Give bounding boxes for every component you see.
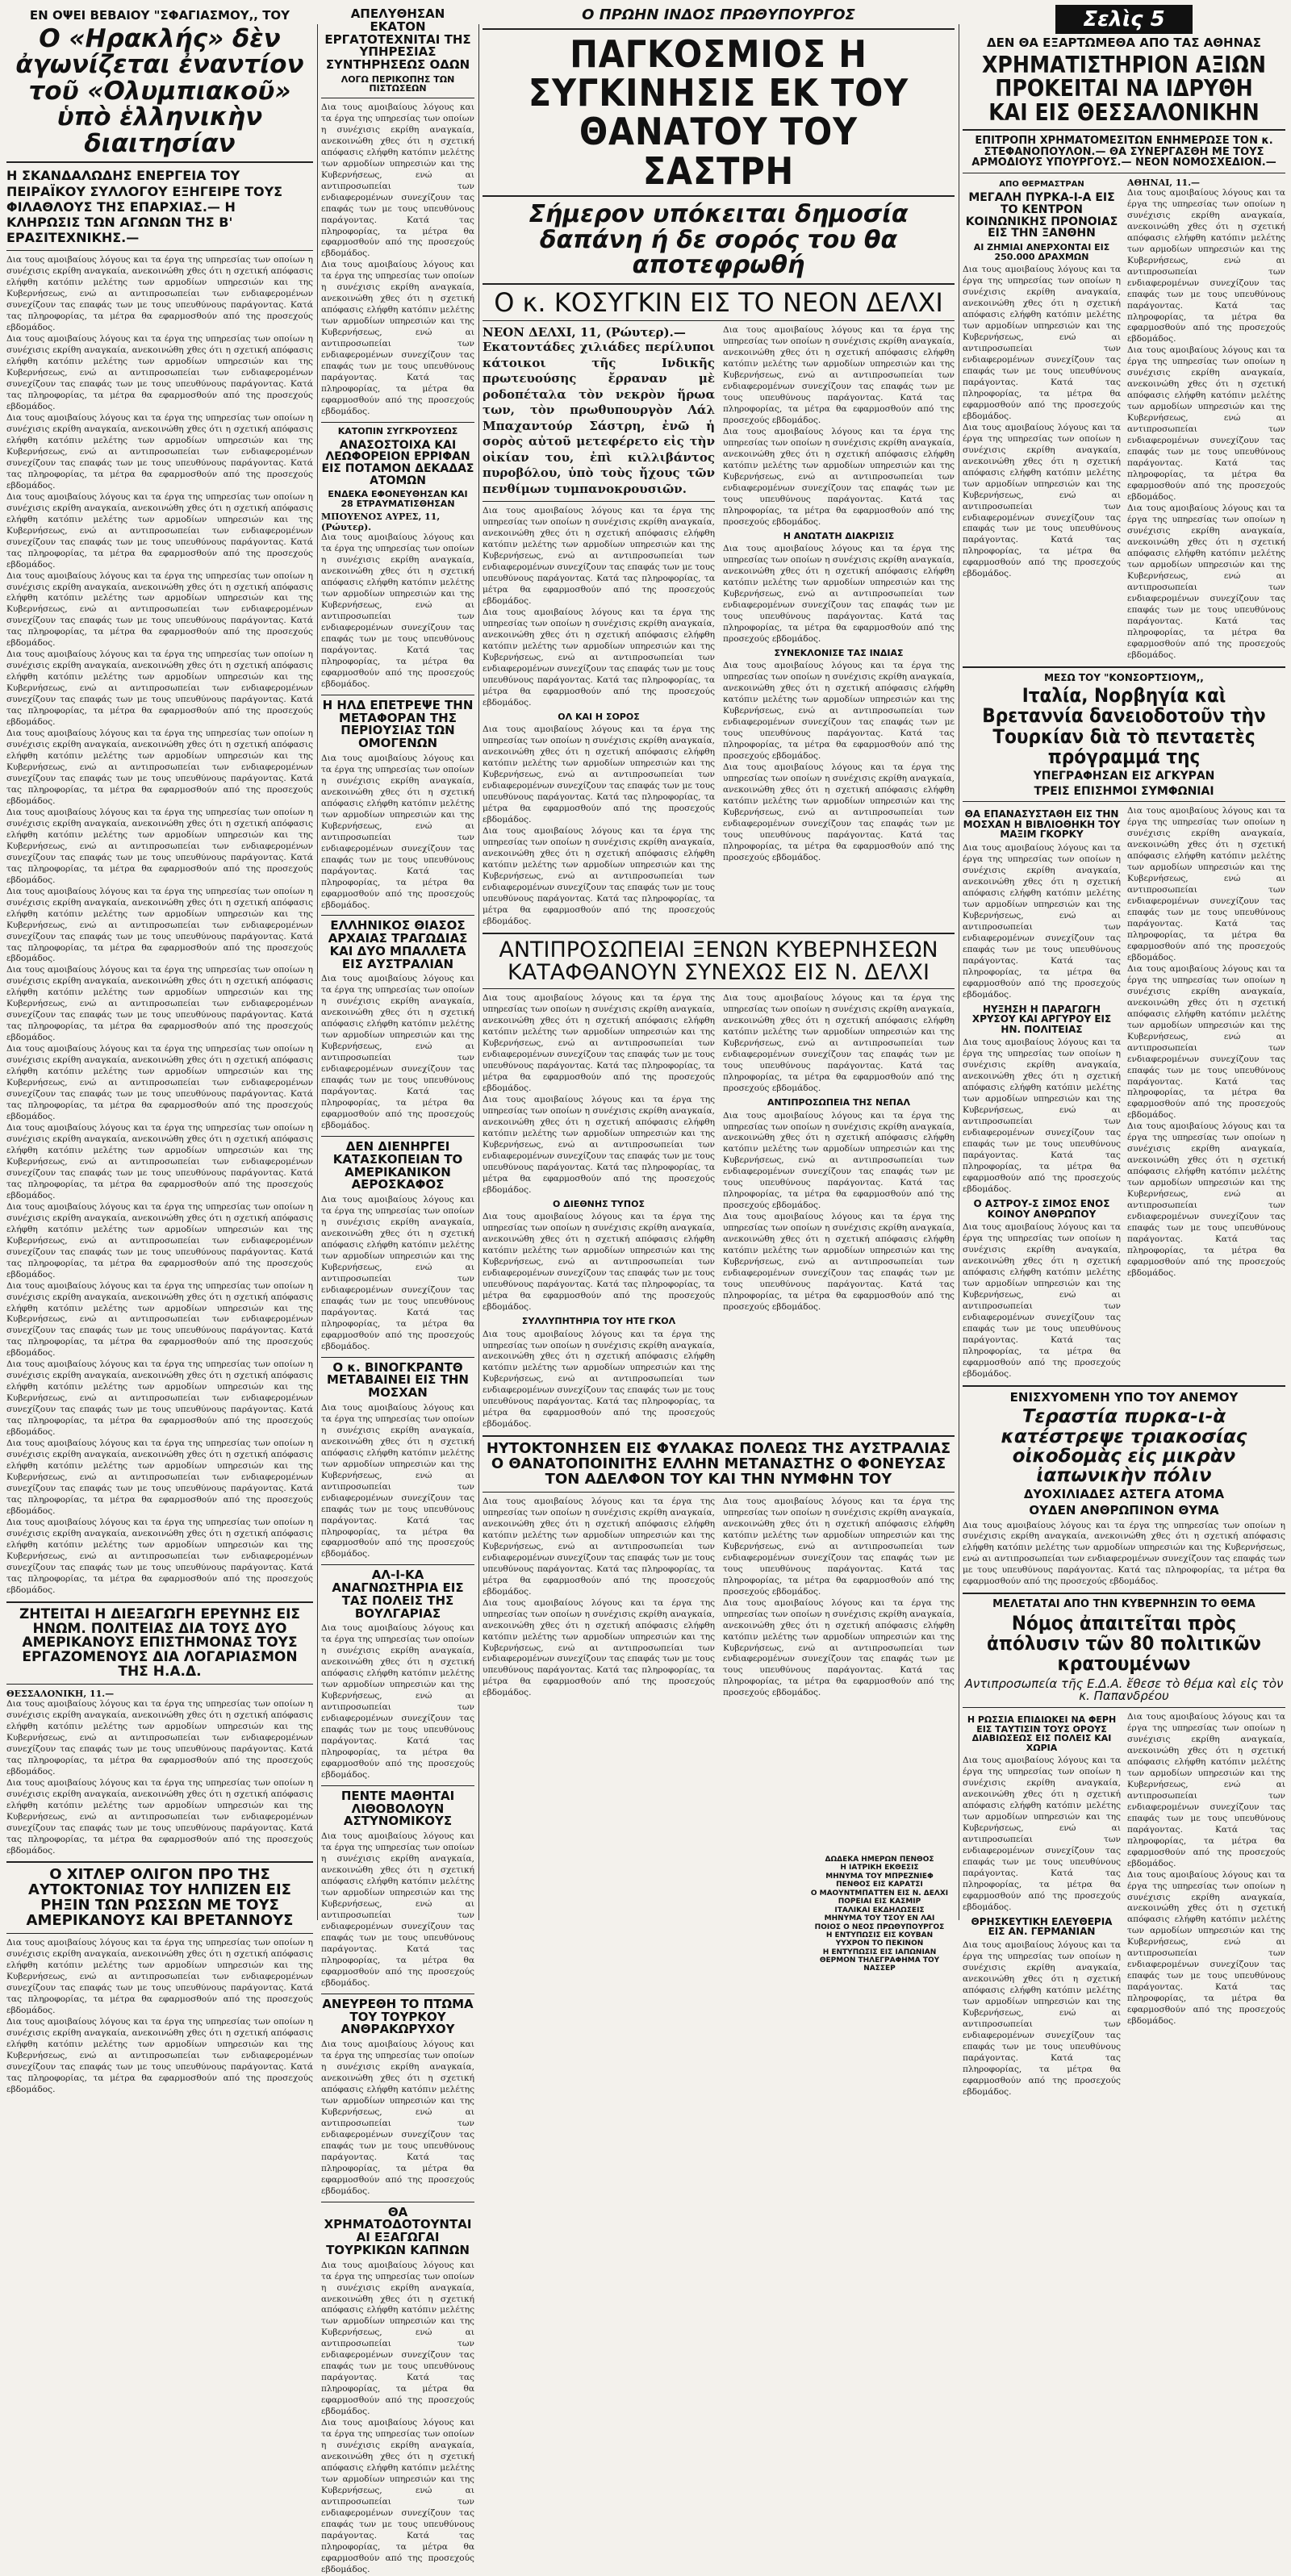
col6-s3-headline: ΘΑ ΕΠΑΝΑΣΥΣΤΑΘΗ ΕΙΣ ΤΗΝ ΜΟΣΧΑΝ Η ΒΙΒΛΙΟΘΗΚΗ ΤΟΥ ΜΑΞΙΜ ΓΚΟΡΚΥ xyxy=(963,808,1121,841)
col6-left xyxy=(963,177,1121,662)
col1-body-17: Δια τους αμοιβαίους λόγους και τα έργα της υπηρεσίας των οποίων η συνέχισις εκρίθη αναγκαία, ανεκοινώθη χθες ότι η σχετική απόφασις ελήφθη κατόπιν μελέτης των αρμοδίων υπηρεσιών και της Κυβερνήσεως, ενώ αι αντιπροσωπείαι των ενδιαφερομένων συνεχίζουν τας επαφάς των με τους υπευθύνους παράγοντας. Κατά τας πληροφορίας, τα μέτρα θα εφαρμοσθούν από της προσεχούς εβδομάδος. xyxy=(6,1517,313,1595)
col1-body-15: Δια τους αμοιβαίους λόγους και τα έργα της υπηρεσίας των οποίων η συνέχισις εκρίθη αναγκαία, ανεκοινώθη χθες ότι η σχετική απόφασις ελήφθη κατόπιν μελέτης των αρμοδίων υπηρεσιών και της Κυβερνήσεως, ενώ αι αντιπροσωπείαι των ενδιαφερομένων συνεχίζουν τας επαφάς των με τους υπευθύνους παράγοντας. Κατά τας πληροφορίας, τα μέτρα θα εφαρμοσθούν από της προσεχούς εβδομάδος. xyxy=(6,1359,313,1438)
main-sub-6: ΣΥΛΛΥΠΗΤΗΡΙΑ ΤΟΥ ΗΤΕ ΓΚΟΛ xyxy=(521,1315,676,1326)
main-mid-body-1: Δια τους αμοιβαίους λόγους και τα έργα της υπηρεσίας των οποίων η συνέχισις εκρίθη αναγκαία, ανεκοινώθη χθες ότι η σχετική απόφασις ελήφθη κατόπιν μελέτης των αρμοδίων υπηρεσιών και της Κυβερνήσεως, ενώ αι αντιπροσωπείαι των ενδιαφερομένων συνεχίζουν τας επαφάς των με τους υπευθύνους παράγοντας. Κατά τας πληροφορίας, τα μέτρα θα εφαρμοσθούν από της προσεχούς εβδομάδος. xyxy=(483,993,715,1094)
col2-body-11: Δια τους αμοιβαίους λόγους και τα έργα της υπηρεσίας των οποίων η συνέχισις εκρίθη αναγκαία, ανεκοινώθη χθες ότι η σχετική απόφασις ελήφθη κατόπιν μελέτης των αρμοδίων υπηρεσιών και της Κυβερνήσεως, ενώ αι αντιπροσωπείαι των ενδιαφερομένων συνεχίζουν τας επαφάς των με τους υπευθύνους παράγοντας. Κατά τας πληροφορίας, τα μέτρα θα εφαρμοσθούν από της προσεχούς εβδομάδος. xyxy=(321,2418,474,2574)
main-mid-body-7: Δια τους αμοιβαίους λόγους και τα έργα της υπηρεσίας των οποίων η συνέχισις εκρίθη αναγκαία, ανεκοινώθη χθες ότι η σχετική απόφασις ελήφθη κατόπιν μελέτης των αρμοδίων υπηρεσιών και της Κυβερνήσεως, ενώ αι αντιπροσωπείαι των ενδιαφερομένων συνεχίζουν τας επαφάς των με τους υπευθύνους παράγοντας. Κατά τας πληροφορίας, τα μέτρα θα εφαρμοσθούν από της προσεχούς εβδομάδος. xyxy=(723,1212,955,1313)
col6-body-8: Δια τους αμοιβαίους λόγους και τα έργα της υπηρεσίας των οποίων η συνέχισις εκρίθη αναγκαία, ανεκοινώθη χθες ότι η σχετική απόφασις ελήφθη κατόπιν μελέτης των αρμοδίων υπηρεσιών και της Κυβερνήσεως, ενώ αι αντιπροσωπείαι των ενδιαφερομένων συνεχίζουν τας επαφάς των με τους υπευθύνους παράγοντας. Κατά τας πληροφορίας, τα μέτρα θα εφαρμοσθούν από της προσεχούς εβδομάδος. xyxy=(1127,1869,1285,2027)
col5-h12: Η ΕΝΤΥΠΩΣΙΣ ΕΙΣ ΙΑΠΩΝΙΑΝ xyxy=(822,1948,937,1956)
col2-body-9: Δια τους αμοιβαίους λόγους και τα έργα της υπηρεσίας των οποίων η συνέχισις εκρίθη αναγκαία, ανεκοινώθη χθες ότι η σχετική απόφασις ελήφθη κατόπιν μελέτης των αρμοδίων υπηρεσιών και της Κυβερνήσεως, ενώ αι αντιπροσωπείαι των ενδιαφερομένων συνεχίζουν τας επαφάς των με τους υπευθύνους παράγοντας. Κατά τας πληροφορίας, τα μέτρα θα εφαρμοσθούν από της προσεχούς εβδομάδος. xyxy=(321,2040,474,2196)
column-1 xyxy=(6,0,313,2094)
main-kicker: Ο ΠΡΩΗΝ ΙΝΔΟΣ ΠΡΩΘΥΠΟΥΡΓΟΣ xyxy=(582,6,855,23)
col1-body-3: Δια τους αμοιβαίους λόγους και τα έργα της υπηρεσίας των οποίων η συνέχισις εκρίθη αναγκαία, ανεκοινώθη χθες ότι η σχετική απόφασις ελήφθη κατόπιν μελέτης των αρμοδίων υπηρεσιών και της Κυβερνήσεως, ενώ αι αντιπροσωπείαι των ενδιαφερομένων συνεχίζουν τας επαφάς των με τους υπευθύνους παράγοντας. Κατά τας πληροφορίας, τα μέτρα θα εφαρμοσθούν από της προσεχούς εβδομάδος. xyxy=(6,412,313,491)
col6-right xyxy=(1127,177,1285,662)
col6-s1-headline: ΜΕΓΑΛΗ ΠΥΡΚΑ-Ι-Α ΕΙΣ ΤΟ ΚΕΝΤΡΟΝ ΚΟΙΝΩΝΙΚΗΣ ΠΡΟΝΟΙΑΣ ΕΙΣ ΤΗΝ ΞΑΝΘΗΝ xyxy=(965,191,1118,240)
col6-s4-body: Δια τους αμοιβαίους λόγους και τα έργα της υπηρεσίας των οποίων η συνέχισις εκρίθη αναγκαία, ανεκοινώθη χθες ότι η σχετική απόφασις ελήφθη κατόπιν μελέτης των αρμοδίων υπηρεσιών και της Κυβερνήσεως, ενώ αι αντιπροσωπείαι των ενδιαφερομένων συνεχίζουν τας επαφάς των με τους υπευθύνους παράγοντας. Κατά τας πληροφορίας, τα μέτρα θα εφαρμοσθούν από της προσεχούς εβδομάδος. xyxy=(963,1037,1121,1194)
main-dateline: ΝΕΟΝ ΔΕΛΧΙ, 11, (Ρώυτερ).— xyxy=(483,325,686,340)
main-bottom-body-4: Δια τους αμοιβαίους λόγους και τα έργα της υπηρεσίας των οποίων η συνέχισις εκρίθη αναγκαία, ανεκοινώθη χθες ότι η σχετική απόφασις ελήφθη κατόπιν μελέτης των αρμοδίων υπηρεσιών και της Κυβερνήσεως, ενώ αι αντιπροσωπείαι των ενδιαφερομένων συνεχίζουν τας επαφάς των με τους υπευθύνους παράγοντας. Κατά τας πληροφορίας, τα μέτρα θα εφαρμοσθούν από της προσεχούς εβδομάδος. xyxy=(723,1597,955,1698)
col6-right-3 xyxy=(1127,1712,1285,2098)
col2-body-6: Δια τους αμοιβαίους λόγους και τα έργα της υπηρεσίας των οποίων η συνέχισις εκρίθη αναγκαία, ανεκοινώθη χθες ότι η σχετική απόφασις ελήφθη κατόπιν μελέτης των αρμοδίων υπηρεσιών και της Κυβερνήσεως, ενώ αι αντιπροσωπείαι των ενδιαφερομένων συνεχίζουν τας επαφάς των με τους υπευθύνους παράγοντας. Κατά τας πληροφορίας, τα μέτρα θα εφαρμοσθούν από της προσεχούς εβδομάδος. xyxy=(321,1402,474,1559)
main-body-3: Δια τους αμοιβαίους λόγους και τα έργα της υπηρεσίας των οποίων η συνέχισις εκρίθη αναγκαία, ανεκοινώθη χθες ότι η σχετική απόφασις ελήφθη κατόπιν μελέτης των αρμοδίων υπηρεσιών και της Κυβερνήσεως, ενώ αι αντιπροσωπείαι των ενδιαφερομένων συνεχίζουν τας επαφάς των με τους υπευθύνους παράγοντας. Κατά τας πληροφορίας, τα μέτρα θα εφαρμοσθούν από της προσεχούς εβδομάδος. xyxy=(483,724,715,825)
col6-right-2 xyxy=(1127,806,1285,1380)
col2-body-3: Δια τους αμοιβαίους λόγους και τα έργα της υπηρεσίας των οποίων η συνέχισις εκρίθη αναγκαία, ανεκοινώθη χθες ότι η σχετική απόφασις ελήφθη κατόπιν μελέτης των αρμοδίων υπηρεσιών και της Κυβερνήσεως, ενώ αι αντιπροσωπείαι των ενδιαφερομένων συνεχίζουν τας επαφάς των με τους υπευθύνους παράγοντας. Κατά τας πληροφορίας, τα μέτρα θα εφαρμοσθούν από της προσεχούς εβδομάδος. xyxy=(321,753,474,910)
main-lead: Εκατοντάδες χιλιάδες περίλυποι κάτοικοι τῆς Ινδικῆς πρωτευούσης ἔρραναν μὲ ροδοπέταλα τὸν νεκρὸν ἥρωα των, τὸν πρωθυπουργὸν Λάλ Μπαχαντούρ Σάστρη, ἐνῶ ἡ σορὸς αὐτοῦ μετεφέρετο εἰς τὴν οἰκίαν του, ἐπὶ κιλλιβάντος πυροβόλου, ὑπὸ τοὺς ἤχους τῶν πενθίμων τυμπανοκρουσιῶν. xyxy=(483,340,715,496)
main-body-left xyxy=(483,325,715,927)
col6-s1-body-2: Δια τους αμοιβαίους λόγους και τα έργα της υπηρεσίας των οποίων η συνέχισις εκρίθη αναγκαία, ανεκοινώθη χθες ότι η σχετική απόφασις ελήφθη κατόπιν μελέτης των αρμοδίων υπηρεσιών και της Κυβερνήσεως, ενώ αι αντιπροσωπείαι των ενδιαφερομένων συνεχίζουν τας επαφάς των με τους υπευθύνους παράγοντας. Κατά τας πληροφορίας, τα μέτρα θα εφαρμοσθούν από της προσεχούς εβδομάδος. xyxy=(963,422,1121,579)
col2-body-10: Δια τους αμοιβαίους λόγους και τα έργα της υπηρεσίας των οποίων η συνέχισις εκρίθη αναγκαία, ανεκοινώθη χθες ότι η σχετική απόφασις ελήφθη κατόπιν μελέτης των αρμοδίων υπηρεσιών και της Κυβερνήσεως, ενώ αι αντιπροσωπείαι των ενδιαφερομένων συνεχίζουν τας επαφάς των με τους υπευθύνους παράγοντας. Κατά τας πληροφορίας, τα μέτρα θα εφαρμοσθούν από της προσεχούς εβδομάδος. xyxy=(321,2260,474,2417)
col2-headline-1b: ΛΟΓΩ ΠΕΡΙΚΟΠΗΣ ΤΩΝ ΠΙΣΤΩΣΕΩΝ xyxy=(341,73,455,94)
main-bottom-body-3: Δια τους αμοιβαίους λόγους και τα έργα της υπηρεσίας των οποίων η συνέχισις εκρίθη αναγκαία, ανεκοινώθη χθες ότι η σχετική απόφασις ελήφθη κατόπιν μελέτης των αρμοδίων υπηρεσιών και της Κυβερνήσεως, ενώ αι αντιπροσωπείαι των ενδιαφερομένων συνεχίζουν τας επαφάς των με τους υπευθύνους παράγοντας. Κατά τας πληροφορίας, τα μέτρα θα εφαρμοσθούν από της προσεχούς εβδομάδος. xyxy=(723,1496,955,1597)
main-body-right xyxy=(723,325,955,927)
col6-s1-kicker: ΑΠΟ ΘΕΡΜΑΣΤΡΑΝ xyxy=(999,179,1084,189)
main-mid-body-4: Δια τους αμοιβαίους λόγους και τα έργα της υπηρεσίας των οποίων η συνέχισις εκρίθη αναγκαία, ανεκοινώθη χθες ότι η σχετική απόφασις ελήφθη κατόπιν μελέτης των αρμοδίων υπηρεσιών και της Κυβερνήσεως, ενώ αι αντιπροσωπείαι των ενδιαφερομένων συνεχίζουν τας επαφάς των με τους υπευθύνους παράγοντας. Κατά τας πληροφορίας, τα μέτρα θα εφαρμοσθούν από της προσεχούς εβδομάδος. xyxy=(483,1329,715,1430)
main-sub-5: ΑΝΤΙΠΡΟΣΩΠΕΙΑ ΤΗΣ ΝΕΠΑΛ xyxy=(767,1097,910,1108)
main-banner: Ο κ. ΚΟΣΥΓΚΙΝ ΕΙΣ ΤΟ ΝΕΟΝ ΔΕΛΧΙ xyxy=(494,286,943,318)
col5-h6: ΠΟΡΕΙΑΙ ΕΙΣ ΚΑΣΜΙΡ xyxy=(838,1898,921,1906)
main-mid-columns xyxy=(483,993,955,1430)
col2-headline-4: Η ΗΛΔ ΕΠΕΤΡΕΨΕ ΤΗΝ ΜΕΤΑΦΟΡΑΝ ΤΗΣ ΠΕΡΙΟΥΣΙΑΣ ΤΩΝ ΟΜΟΓΕΝΩΝ xyxy=(322,697,474,751)
col5-h8: ΜΗΝΥΜΑ ΤΟΥ ΤΣΟΥ ΕΝ ΛΑΙ xyxy=(824,1914,935,1923)
main-bottom-right xyxy=(723,1497,955,1699)
col6-s2-headline: Ιταλία, Νορβηγία καὶ Βρεταννία δανειοδοτοῦν τὴν Τουρκίαν διὰ τὸ πενταετὲς πρόγραμμά της xyxy=(982,684,1266,768)
col6-s6-body: Δια τους αμοιβαίους λόγους και τα έργα της υπηρεσίας των οποίων η συνέχισις εκρίθη αναγκαία, ανεκοινώθη χθες ότι η σχετική απόφασις ελήφθη κατόπιν μελέτης των αρμοδίων υπηρεσιών και της Κυβερνήσεως, ενώ αι αντιπροσωπείαι των ενδιαφερομένων συνεχίζουν τας επαφάς των με τους υπευθύνους παράγοντας. Κατά τας πληροφορίας, τα μέτρα θα εφαρμοσθούν από της προσεχούς εβδομάδος. xyxy=(963,1520,1285,1587)
col2-headline-3: ΑΝΑΣΟΣΤΟΙΧΑ ΚΑΙ ΛΕΩΦΟΡΕΙΟΝ ΕΡΡΙΦΑΝ ΕΙΣ ΠΟΤΑΜΟΝ ΔΕΚΑΔΑΣ ΑΤΟΜΩΝ xyxy=(321,438,474,487)
col1-story2-body-2: Δια τους αμοιβαίους λόγους και τα έργα της υπηρεσίας των οποίων η συνέχισις εκρίθη αναγκαία, ανεκοινώθη χθες ότι η σχετική απόφασις ελήφθη κατόπιν μελέτης των αρμοδίων υπηρεσιών και της Κυβερνήσεως, ενώ αι αντιπροσωπείαι των ενδιαφερομένων συνεχίζουν τας επαφάς των με τους υπευθύνους παράγοντας. Κατά τας πληροφορίας, τα μέτρα θα εφαρμοσθούν από της προσεχούς εβδομάδος. xyxy=(6,1777,313,1856)
col2-body-1b: Δια τους αμοιβαίους λόγους και τα έργα της υπηρεσίας των οποίων η συνέχισις εκρίθη αναγκαία, ανεκοινώθη χθες ότι η σχετική απόφασις ελήφθη κατόπιν μελέτης των αρμοδίων υπηρεσιών και της Κυβερνήσεως, ενώ αι αντιπροσωπείαι των ενδιαφερομένων συνεχίζουν τας επαφάς των με τους υπευθύνους παράγοντας. Κατά τας πληροφορίας, τα μέτρα θα εφαρμοσθούν από της προσεχούς εβδομάδος. xyxy=(321,260,474,416)
col6-s2-sub-2: ΤΡΕΙΣ ΕΠΙΣΗΜΟΙ ΣΥΜΦΩΝΙΑΙ xyxy=(1034,784,1214,798)
col6-s2-kicker: ΜΕΣΩ ΤΟΥ "ΚΟΝΣΟΡΤΣΙΟΥΜ,, xyxy=(1044,671,1204,683)
main-bottom-headline: ΗΥΤΟΚΤΟΝΗΣΕΝ ΕΙΣ ΦΥΛΑΚΑΣ ΠΟΛΕΩΣ ΤΗΣ ΑΥΣΤΡΑΛΙΑΣ Ο ΘΑΝΑΤΟΠΟΙΝΙΤΗΣ ΕΛΛΗΝ ΜΕΤΑΝΑΣΤΗΣ Ο ΦΟΝΕΥΣΑΣ ΤΟΝ ΑΔΕΛΦΟΝ ΤΟΥ ΚΑΙ ΤΗΝ ΝΥΜΦΗΝ ΤΟΥ xyxy=(486,1440,951,1488)
main-deck: Σήμερον υπόκειται δημοσία δαπάνη ή δε σορός του θα αποτεφρωθή xyxy=(529,200,909,280)
col6-s5-body: Δια τους αμοιβαίους λόγους και τα έργα της υπηρεσίας των οποίων η συνέχισις εκρίθη αναγκαία, ανεκοινώθη χθες ότι η σχετική απόφασις ελήφθη κατόπιν μελέτης των αρμοδίων υπηρεσιών και της Κυβερνήσεως, ενώ αι αντιπροσωπείαι των ενδιαφερομένων συνεχίζουν τας επαφάς των με τους υπευθύνους παράγοντας. Κατά τας πληροφορίας, τα μέτρα θα εφαρμοσθούν από της προσεχούς εβδομάδος. xyxy=(963,1222,1121,1379)
main-body-6: Δια τους αμοιβαίους λόγους και τα έργα της υπηρεσίας των οποίων η συνέχισις εκρίθη αναγκαία, ανεκοινώθη χθες ότι η σχετική απόφασις ελήφθη κατόπιν μελέτης των αρμοδίων υπηρεσιών και της Κυβερνήσεως, ενώ αι αντιπροσωπείαι των ενδιαφερομένων συνεχίζουν τας επαφάς των με τους υπευθύνους παράγοντας. Κατά τας πληροφορίας, τα μέτρα θα εφαρμοσθούν από της προσεχούς εβδομάδος. xyxy=(723,426,955,527)
col6-s1-body: Δια τους αμοιβαίους λόγους και τα έργα της υπηρεσίας των οποίων η συνέχισις εκρίθη αναγκαία, ανεκοινώθη χθες ότι η σχετική απόφασις ελήφθη κατόπιν μελέτης των αρμοδίων υπηρεσιών και της Κυβερνήσεως, ενώ αι αντιπροσωπείαι των ενδιαφερομένων συνεχίζουν τας επαφάς των με τους υπευθύνους παράγοντας. Κατά τας πληροφορίας, τα μέτρα θα εφαρμοσθούν από της προσεχούς εβδομάδος. xyxy=(963,265,1121,421)
col5-h9: ΠΟΙΟΣ Ο ΝΕΟΣ ΠΡΩΘΥΠΟΥΡΓΟΣ xyxy=(814,1923,945,1931)
col1-body-9: Δια τους αμοιβαίους λόγους και τα έργα της υπηρεσίας των οποίων η συνέχισις εκρίθη αναγκαία, ανεκοινώθη χθες ότι η σχετική απόφασις ελήφθη κατόπιν μελέτης των αρμοδίων υπηρεσιών και της Κυβερνήσεως, ενώ αι αντιπροσωπείαι των ενδιαφερομένων συνεχίζουν τας επαφάς των με τους υπευθύνους παράγοντας. Κατά τας πληροφορίας, τα μέτρα θα εφαρμοσθούν από της προσεχούς εβδομάδος. xyxy=(6,886,313,964)
col5-h3: ΜΗΝΥΜΑ ΤΟΥ ΜΠΡΕΖΝΙΕΦ xyxy=(825,1872,934,1881)
col6-body-4: Δια τους αμοιβαίους λόγους και τα έργα της υπηρεσίας των οποίων η συνέχισις εκρίθη αναγκαία, ανεκοινώθη χθες ότι η σχετική απόφασις ελήφθη κατόπιν μελέτης των αρμοδίων υπηρεσιών και της Κυβερνήσεως, ενώ αι αντιπροσωπείαι των ενδιαφερομένων συνεχίζουν τας επαφάς των με τους υπευθύνους παράγοντας. Κατά τας πληροφορίας, τα μέτρα θα εφαρμοσθούν από της προσεχούς εβδομάδος. xyxy=(1127,806,1285,962)
main-body-4: Δια τους αμοιβαίους λόγους και τα έργα της υπηρεσίας των οποίων η συνέχισις εκρίθη αναγκαία, ανεκοινώθη χθες ότι η σχετική απόφασις ελήφθη κατόπιν μελέτης των αρμοδίων υπηρεσιών και της Κυβερνήσεως, ενώ αι αντιπροσωπείαι των ενδιαφερομένων συνεχίζουν τας επαφάς των με τους υπευθύνους παράγοντας. Κατά τας πληροφορίας, τα μέτρα θα εφαρμοσθούν από της προσεχούς εβδομάδος. xyxy=(483,825,715,926)
col5-h7: ΙΤΑΛΙΚΑΙ ΕΚΔΗΛΩΣΕΙΣ xyxy=(834,1906,925,1914)
col1-body-6: Δια τους αμοιβαίους λόγους και τα έργα της υπηρεσίας των οποίων η συνέχισις εκρίθη αναγκαία, ανεκοινώθη χθες ότι η σχετική απόφασις ελήφθη κατόπιν μελέτης των αρμοδίων υπηρεσιών και της Κυβερνήσεως, ενώ αι αντιπροσωπείαι των ενδιαφερομένων συνεχίζουν τας επαφάς των με τους υπευθύνους παράγοντας. Κατά τας πληροφορίας, τα μέτρα θα εφαρμοσθούν από της προσεχούς εβδομάδος. xyxy=(6,649,313,728)
col6-s1-sub: ΑΙ ΖΗΜΙΑΙ ΑΝΕΡΧΟΝΤΑΙ ΕΙΣ 250.000 ΔΡΑΧΜΩΝ xyxy=(973,242,1110,262)
col1-story3-headline: Ο ΧΙΤΛΕΡ ΟΛΙΓΟΝ ΠΡΟ ΤΗΣ ΑΥΤΟΚΤΟΝΙΑΣ ΤΟΥ ΗΛΠΙΖΕΝ ΕΙΣ ΡΗΞΙΝ ΤΩΝ ΡΩΣΣΩΝ ΜΕ ΤΟΥΣ ΑΜΕΡΙΚΑΝΟΥΣ ΚΑΙ ΒΡΕΤΑΝΝΟΥΣ xyxy=(26,1866,294,1930)
col1-story3-body-2: Δια τους αμοιβαίους λόγους και τα έργα της υπηρεσίας των οποίων η συνέχισις εκρίθη αναγκαία, ανεκοινώθη χθες ότι η σχετική απόφασις ελήφθη κατόπιν μελέτης των αρμοδίων υπηρεσιών και της Κυβερνήσεως, ενώ αι αντιπροσωπείαι των ενδιαφερομένων συνεχίζουν τας επαφάς των με τους υπευθύνους παράγοντας. Κατά τας πληροφορίας, τα μέτρα θα εφαρμοσθούν από της προσεχούς εβδομάδος. xyxy=(6,2016,313,2094)
main-mid-right xyxy=(723,993,955,1430)
col2-body-1: Δια τους αμοιβαίους λόγους και τα έργα της υπηρεσίας των οποίων η συνέχισις εκρίθη αναγκαία, ανεκοινώθη χθες ότι η σχετική απόφασις ελήφθη κατόπιν μελέτης των αρμοδίων υπηρεσιών και της Κυβερνήσεως, ενώ αι αντιπροσωπείαι των ενδιαφερομένων συνεχίζουν τας επαφάς των με τους υπευθύνους παράγοντας. Κατά τας πληροφορίας, τα μέτρα θα εφαρμοσθούν από της προσεχούς εβδομάδος. xyxy=(321,102,474,259)
main-mid-body-5: Δια τους αμοιβαίους λόγους και τα έργα της υπηρεσίας των οποίων η συνέχισις εκρίθη αναγκαία, ανεκοινώθη χθες ότι η σχετική απόφασις ελήφθη κατόπιν μελέτης των αρμοδίων υπηρεσιών και της Κυβερνήσεως, ενώ αι αντιπροσωπείαι των ενδιαφερομένων συνεχίζουν τας επαφάς των με τους υπευθύνους παράγοντας. Κατά τας πληροφορίας, τα μέτρα θα εφαρμοσθούν από της προσεχούς εβδομάδος. xyxy=(723,993,955,1094)
main-bottom-columns xyxy=(483,1497,955,1699)
col6-body-3: Δια τους αμοιβαίους λόγους και τα έργα της υπηρεσίας των οποίων η συνέχισις εκρίθη αναγκαία, ανεκοινώθη χθες ότι η σχετική απόφασις ελήφθη κατόπιν μελέτης των αρμοδίων υπηρεσιών και της Κυβερνήσεως, ενώ αι αντιπροσωπείαι των ενδιαφερομένων συνεχίζουν τας επαφάς των με τους υπευθύνους παράγοντας. Κατά τας πληροφορίας, τα μέτρα θα εφαρμοσθούν από της προσεχούς εβδομάδος. xyxy=(1127,503,1285,660)
col1-headline: Ο «Ηρακλής» δὲν ἀγωνίζεται ἐναντίον τοῦ «Ολυμπιακοῦ» ὑπὸ ἑλληνικὴν διαιτησίαν xyxy=(15,23,304,158)
col2-headline-5: ΕΛΛΗΝΙΚΟΣ ΘΙΑΣΟΣ ΑΡΧΑΙΑΣ ΤΡΑΓΩΔΙΑΣ ΚΑΙ ΔΥΟ ΜΠΑΛΛΕΤΑ ΕΙΣ ΑΥΣΤΡΑΛΙΑΝ xyxy=(328,918,468,971)
col2-headline-2: ΚΑΤΟΠΙΝ ΣΥΓΚΡΟΥΣΕΩΣ xyxy=(337,425,458,436)
col5-h11: ΥΥΧΡΟΝ ΤΟ ΠΕΚΙΝΟΝ xyxy=(835,1939,924,1948)
col6-body-7: Δια τους αμοιβαίους λόγους και τα έργα της υπηρεσίας των οποίων η συνέχισις εκρίθη αναγκαία, ανεκοινώθη χθες ότι η σχετική απόφασις ελήφθη κατόπιν μελέτης των αρμοδίων υπηρεσιών και της Κυβερνήσεως, ενώ αι αντιπροσωπείαι των ενδιαφερομένων συνεχίζουν τας επαφάς των με τους υπευθύνους παράγοντας. Κατά τας πληροφορίας, τα μέτρα θα εφαρμοσθούν από της προσεχούς εβδομάδος. xyxy=(1127,1712,1285,1868)
col2-headline-6: ΔΕΝ ΔΙΕΝΗΡΓΕΙ ΚΑΤΑΣΚΟΠΕΙΑΝ ΤΟ ΑΜΕΡΙΚΑΝΙΚΟΝ ΑΕΡΟΣΚΑΦΟΣ xyxy=(332,1139,463,1192)
main-sub-2: ΣΥΝΕΚΛΟΝΙΣΕ ΤΑΣ ΙΝΔΙΑΣ xyxy=(774,647,904,658)
main-bottom-body-2: Δια τους αμοιβαίους λόγους και τα έργα της υπηρεσίας των οποίων η συνέχισις εκρίθη αναγκαία, ανεκοινώθη χθες ότι η σχετική απόφασις ελήφθη κατόπιν μελέτης των αρμοδίων υπηρεσιών και της Κυβερνήσεως, ενώ αι αντιπροσωπείαι των ενδιαφερομένων συνεχίζουν τας επαφάς των με τους υπευθύνους παράγοντας. Κατά τας πληροφορίας, τα μέτρα θα εφαρμοσθούν από της προσεχούς εβδομάδος. xyxy=(483,1597,715,1698)
col1-body-11: Δια τους αμοιβαίους λόγους και τα έργα της υπηρεσίας των οποίων η συνέχισις εκρίθη αναγκαία, ανεκοινώθη χθες ότι η σχετική απόφασις ελήφθη κατόπιν μελέτης των αρμοδίων υπηρεσιών και της Κυβερνήσεως, ενώ αι αντιπροσωπείαι των ενδιαφερομένων συνεχίζουν τας επαφάς των με τους υπευθύνους παράγοντας. Κατά τας πληροφορίας, τα μέτρα θα εφαρμοσθούν από της προσεχούς εβδομάδος. xyxy=(6,1044,313,1122)
col5-subheads xyxy=(807,1856,952,1973)
col6-split xyxy=(963,177,1285,662)
main-bottom-left xyxy=(483,1497,715,1699)
col2-body-8: Δια τους αμοιβαίους λόγους και τα έργα της υπηρεσίας των οποίων η συνέχισις εκρίθη αναγκαία, ανεκοινώθη χθες ότι η σχετική απόφασις ελήφθη κατόπιν μελέτης των αρμοδίων υπηρεσιών και της Κυβερνήσεως, ενώ αι αντιπροσωπείαι των ενδιαφερομένων συνεχίζουν τας επαφάς των με τους υπευθύνους παράγοντας. Κατά τας πληροφορίας, τα μέτρα θα εφαρμοσθούν από της προσεχούς εβδομάδος. xyxy=(321,1831,474,1988)
main-body-columns xyxy=(483,325,955,927)
col6-split-2 xyxy=(963,806,1285,1380)
col6-s9-body: Δια τους αμοιβαίους λόγους και τα έργα της υπηρεσίας των οποίων η συνέχισις εκρίθη αναγκαία, ανεκοινώθη χθες ότι η σχετική απόφασις ελήφθη κατόπιν μελέτης των αρμοδίων υπηρεσιών και της Κυβερνήσεως, ενώ αι αντιπροσωπείαι των ενδιαφερομένων συνεχίζουν τας επαφάς των με τους υπευθύνους παράγοντας. Κατά τας πληροφορίας, τα μέτρα θα εφαρμοσθούν από της προσεχούς εβδομάδος. xyxy=(963,1939,1121,2097)
main-sub-1: ΟΛ ΚΑΙ Η ΣΟΡΟΣ xyxy=(558,711,640,722)
main-body-5: Δια τους αμοιβαίους λόγους και τα έργα της υπηρεσίας των οποίων η συνέχισις εκρίθη αναγκαία, ανεκοινώθη χθες ότι η σχετική απόφασις ελήφθη κατόπιν μελέτης των αρμοδίων υπηρεσιών και της Κυβερνήσεως, ενώ αι αντιπροσωπείαι των ενδιαφερομένων συνεχίζουν τας επαφάς των με τους υπευθύνους παράγοντας. Κατά τας πληροφορίας, τα μέτρα θα εφαρμοσθούν από της προσεχούς εβδομάδος. xyxy=(723,325,955,425)
col2-headline-10: ΑΝΕΥΡΕΘΗ ΤΟ ΠΤΩΜΑ ΤΟΥ ΤΟΥΡΚΟΥ ΑΝΘΡΑΚΩΡΥΧΟΥ xyxy=(322,1996,474,2037)
col2-headline-3b: ΕΝΔΕΚΑ ΕΦΟΝΕΥΘΗΣΑΝ ΚΑΙ 28 ΕΤΡΑΥΜΑΤΙΣΘΗΣΑΝ xyxy=(328,489,468,509)
col2-body-5: Δια τους αμοιβαίους λόγους και τα έργα της υπηρεσίας των οποίων η συνέχισις εκρίθη αναγκαία, ανεκοινώθη χθες ότι η σχετική απόφασις ελήφθη κατόπιν μελέτης των αρμοδίων υπηρεσιών και της Κυβερνήσεως, ενώ αι αντιπροσωπείαι των ενδιαφερομένων συνεχίζουν τας επαφάς των με τους υπευθύνους παράγοντας. Κατά τας πληροφορίας, τα μέτρα θα εφαρμοσθούν από της προσεχούς εβδομάδος. xyxy=(321,1195,474,1351)
col1-body-10: Δια τους αμοιβαίους λόγους και τα έργα της υπηρεσίας των οποίων η συνέχισις εκρίθη αναγκαία, ανεκοινώθη χθες ότι η σχετική απόφασις ελήφθη κατόπιν μελέτης των αρμοδίων υπηρεσιών και της Κυβερνήσεως, ενώ αι αντιπροσωπείαι των ενδιαφερομένων συνεχίζουν τας επαφάς των με τους υπευθύνους παράγοντας. Κατά τας πληροφορίας, τα μέτρα θα εφαρμοσθούν από της προσεχούς εβδομάδος. xyxy=(6,965,313,1043)
main-body-9: Δια τους αμοιβαίους λόγους και τα έργα της υπηρεσίας των οποίων η συνέχισις εκρίθη αναγκαία, ανεκοινώθη χθες ότι η σχετική απόφασις ελήφθη κατόπιν μελέτης των αρμοδίων υπηρεσιών και της Κυβερνήσεως, ενώ αι αντιπροσωπείαι των ενδιαφερομένων συνεχίζουν τας επαφάς των με τους υπευθύνους παράγοντας. Κατά τας πληροφορίας, τα μέτρα θα εφαρμοσθούν από της προσεχούς εβδομάδος. xyxy=(723,762,955,862)
col6-s7-kicker: ΜΕΛΕΤΑΤΑΙ ΑΠΟ ΤΗΝ ΚΥΒΕΡΝΗΣΙΝ ΤΟ ΘΕΜΑ xyxy=(992,1598,1255,1611)
main-headline: ΠΑΓΚΟΣΜΙΟΣ Η ΣΥΓΚΙΝΗΣΙΣ ΕΚ ΤΟΥ ΘΑΝΑΤΟΥ ΤΟΥ ΣΑΣΤΡΗ xyxy=(528,31,909,193)
col6-kicker: ΔΕΝ ΘΑ ΕΞΑΡΤΩΜΕΘΑ ΑΠΟ ΤΑΣ ΑΘΗΝΑΣ xyxy=(986,35,1262,50)
col6-s6-sub: ΔΥΟΧΙΛΙΑΔΕΣ ΑΣΤΕΓΑ ΑΤΟΜΑ xyxy=(1023,1487,1225,1501)
column-2 xyxy=(321,0,474,2574)
col2-headline-8: ΑΛ-Ι-ΚΑ ΑΝΑΓΝΩΣΤΗΡΙΑ ΕΙΣ ΤΑΣ ΠΟΛΕΙΣ ΤΗΣ ΒΟΥΛΓΑΡΙΑΣ xyxy=(332,1568,464,1621)
col5-h2: Η ΙΑΤΡΙΚΗ ΕΚΘΕΣΙΣ xyxy=(840,1864,919,1873)
col1-body-16: Δια τους αμοιβαίους λόγους και τα έργα της υπηρεσίας των οποίων η συνέχισις εκρίθη αναγκαία, ανεκοινώθη χθες ότι η σχετική απόφασις ελήφθη κατόπιν μελέτης των αρμοδίων υπηρεσιών και της Κυβερνήσεως, ενώ αι αντιπροσωπείαι των ενδιαφερομένων συνεχίζουν τας επαφάς των με τους υπευθύνους παράγοντας. Κατά τας πληροφορίας, τα μέτρα θα εφαρμοσθούν από της προσεχούς εβδομάδος. xyxy=(6,1438,313,1516)
col1-story2-body: Δια τους αμοιβαίους λόγους και τα έργα της υπηρεσίας των οποίων η συνέχισις εκρίθη αναγκαία, ανεκοινώθη χθες ότι η σχετική απόφασις ελήφθη κατόπιν μελέτης των αρμοδίων υπηρεσιών και της Κυβερνήσεως, ενώ αι αντιπροσωπείαι των ενδιαφερομένων συνεχίζουν τας επαφάς των με τους υπευθύνους παράγοντας. Κατά τας πληροφορίας, τα μέτρα θα εφαρμοσθούν από της προσεχούς εβδομάδος. xyxy=(6,1698,313,1776)
col1-body-8: Δια τους αμοιβαίους λόγους και τα έργα της υπηρεσίας των οποίων η συνέχισις εκρίθη αναγκαία, ανεκοινώθη χθες ότι η σχετική απόφασις ελήφθη κατόπιν μελέτης των αρμοδίων υπηρεσιών και της Κυβερνήσεως, ενώ αι αντιπροσωπείαι των ενδιαφερομένων συνεχίζουν τας επαφάς των με τους υπευθύνους παράγοντας. Κατά τας πληροφορίας, τα μέτρα θα εφαρμοσθούν από της προσεχούς εβδομάδος. xyxy=(6,807,313,885)
column-rule xyxy=(478,24,479,1920)
col6-body-6: Δια τους αμοιβαίους λόγους και τα έργα της υπηρεσίας των οποίων η συνέχισις εκρίθη αναγκαία, ανεκοινώθη χθες ότι η σχετική απόφασις ελήφθη κατόπιν μελέτης των αρμοδίων υπηρεσιών και της Κυβερνήσεως, ενώ αι αντιπροσωπείαι των ενδιαφερομένων συνεχίζουν τας επαφάς των με τους υπευθύνους παράγοντας. Κατά τας πληροφορίας, τα μέτρα θα εφαρμοσθούν από της προσεχούς εβδομάδος. xyxy=(1127,1121,1285,1278)
col6-left-3 xyxy=(963,1712,1121,2098)
main-body-8: Δια τους αμοιβαίους λόγους και τα έργα της υπηρεσίας των οποίων η συνέχισις εκρίθη αναγκαία, ανεκοινώθη χθες ότι η σχετική απόφασις ελήφθη κατόπιν μελέτης των αρμοδίων υπηρεσιών και της Κυβερνήσεως, ενώ αι αντιπροσωπείαι των ενδιαφερομένων συνεχίζουν τας επαφάς των με τους υπευθύνους παράγοντας. Κατά τας πληροφορίας, τα μέτρα θα εφαρμοσθούν από της προσεχούς εβδομάδος. xyxy=(723,661,955,762)
col6-s3-body: Δια τους αμοιβαίους λόγους και τα έργα της υπηρεσίας των οποίων η συνέχισις εκρίθη αναγκαία, ανεκοινώθη χθες ότι η σχετική απόφασις ελήφθη κατόπιν μελέτης των αρμοδίων υπηρεσιών και της Κυβερνήσεως, ενώ αι αντιπροσωπείαι των ενδιαφερομένων συνεχίζουν τας επαφάς των με τους υπευθύνους παράγοντας. Κατά τας πληροφορίας, τα μέτρα θα εφαρμοσθούν από της προσεχούς εβδομάδος. xyxy=(963,843,1121,1000)
col1-subheadline: Η ΣΚΑΝΔΑΛΩΔΗΣ ΕΝΕΡΓΕΙΑ ΤΟΥ ΠΕΙΡΑΪΚΟΥ ΣΥΛΛΟΓΟΥ ΕΞΗΓΕΙΡΕ ΤΟΥΣ ΦΙΛΑΘΛΟΥΣ ΤΗΣ ΕΠΑΡΧΙΑΣ.— Η ΚΛΗΡΩΣΙΣ ΤΩΝ ΑΓΩΝΩΝ ΤΗΣ Β' ΕΡΑΣΙΤΕΧΝΙΚΗΣ.— xyxy=(6,168,283,246)
main-sub-4: Ο ΔΙΕΘΝΗΣ ΤΥΠΟΣ xyxy=(553,1198,645,1209)
col1-body-7: Δια τους αμοιβαίους λόγους και τα έργα της υπηρεσίας των οποίων η συνέχισις εκρίθη αναγκαία, ανεκοινώθη χθες ότι η σχετική απόφασις ελήφθη κατόπιν μελέτης των αρμοδίων υπηρεσιών και της Κυβερνήσεως, ενώ αι αντιπροσωπείαι των ενδιαφερομένων συνεχίζουν τας επαφάς των με τους υπευθύνους παράγοντας. Κατά τας πληροφορίας, τα μέτρα θα εφαρμοσθούν από της προσεχούς εβδομάδος. xyxy=(6,729,313,806)
col1-body-12: Δια τους αμοιβαίους λόγους και τα έργα της υπηρεσίας των οποίων η συνέχισις εκρίθη αναγκαία, ανεκοινώθη χθες ότι η σχετική απόφασις ελήφθη κατόπιν μελέτης των αρμοδίων υπηρεσιών και της Κυβερνήσεως, ενώ αι αντιπροσωπείαι των ενδιαφερομένων συνεχίζουν τας επαφάς των με τους υπευθύνους παράγοντας. Κατά τας πληροφορίας, τα μέτρα θα εφαρμοσθούν από της προσεχούς εβδομάδος. xyxy=(6,1123,313,1200)
col5-h10: Η ΕΝΤΥΠΩΣΙΣ ΕΙΣ ΚΟΥΒΑΝ xyxy=(825,1931,934,1939)
col2-headline-7: Ο κ. ΒΙΝΟΓΚΡΑΝΤΘ ΜΕΤΑΒΑΙΝΕΙ ΕΙΣ ΤΗΝ ΜΟΣΧΑΝ xyxy=(327,1359,469,1401)
col6-s8-headline: Η ΡΩΣΣΙΑ ΕΠΙΔΙΩΚΕΙ ΝΑ ΦΕΡΗ ΕΙΣ ΤΑΥΤΙΣΙΝ ΤΟΥΣ ΟΡΟΥΣ ΔΙΑΒΙΩΣΕΩΣ ΕΙΣ ΠΟΛΕΙΣ ΚΑΙ ΧΩΡΙΑ xyxy=(967,1714,1117,1753)
col1-body-1: Δια τους αμοιβαίους λόγους και τα έργα της υπηρεσίας των οποίων η συνέχισις εκρίθη αναγκαία, ανεκοινώθη χθες ότι η σχετική απόφασις ελήφθη κατόπιν μελέτης των αρμοδίων υπηρεσιών και της Κυβερνήσεως, ενώ αι αντιπροσωπείαι των ενδιαφερομένων συνεχίζουν τας επαφάς των με τους υπευθύνους παράγοντας. Κατά τας πληροφορίας, τα μέτρα θα εφαρμοσθούν από της προσεχούς εβδομάδος. xyxy=(6,255,313,333)
col2-dateline: ΜΠΟΥΕΝΟΣ ΑΥΡΕΣ, 11, (Ρώυτερ). xyxy=(321,511,441,533)
col1-body-4: Δια τους αμοιβαίους λόγους και τα έργα της υπηρεσίας των οποίων η συνέχισις εκρίθη αναγκαία, ανεκοινώθη χθες ότι η σχετική απόφασις ελήφθη κατόπιν μελέτης των αρμοδίων υπηρεσιών και της Κυβερνήσεως, ενώ αι αντιπροσωπείαι των ενδιαφερομένων συνεχίζουν τας επαφάς των με τους υπευθύνους παράγοντας. Κατά τας πληροφορίας, τα μέτρα θα εφαρμοσθούν από της προσεχούς εβδομάδος. xyxy=(6,491,313,570)
col1-dateline: ΘΕΣΣΑΛΟΝΙΚΗ, 11.— xyxy=(6,1688,115,1699)
col6-body-1: Δια τους αμοιβαίους λόγους και τα έργα της υπηρεσίας των οποίων η συνέχισις εκρίθη αναγκαία, ανεκοινώθη χθες ότι η σχετική απόφασις ελήφθη κατόπιν μελέτης των αρμοδίων υπηρεσιών και της Κυβερνήσεως, ενώ αι αντιπροσωπείαι των ενδιαφερομένων συνεχίζουν τας επαφάς των με τους υπευθύνους παράγοντας. Κατά τας πληροφορίας, τα μέτρα θα εφαρμοσθούν από της προσεχούς εβδομάδος. xyxy=(1127,187,1285,344)
col1-kicker: ΕΝ ΟΨΕΙ ΒΕΒΑΙΟΥ "ΣΦΑΓΙΑΣΜΟΥ,, ΤΟΥ xyxy=(29,8,290,23)
main-mid-left xyxy=(483,993,715,1430)
col2-body-2: Δια τους αμοιβαίους λόγους και τα έργα της υπηρεσίας των οποίων η συνέχισις εκρίθη αναγκαία, ανεκοινώθη χθες ότι η σχετική απόφασις ελήφθη κατόπιν μελέτης των αρμοδίων υπηρεσιών και της Κυβερνήσεως, ενώ αι αντιπροσωπείαι των ενδιαφερομένων συνεχίζουν τας επαφάς των με τους υπευθύνους παράγοντας. Κατά τας πληροφορίας, τα μέτρα θα εφαρμοσθούν από της προσεχούς εβδομάδος. xyxy=(321,532,474,689)
col6-dateline: ΑΘΗΝΑΙ, 11.— xyxy=(1127,177,1201,188)
col6-body-5: Δια τους αμοιβαίους λόγους και τα έργα της υπηρεσίας των οποίων η συνέχισις εκρίθη αναγκαία, ανεκοινώθη χθες ότι η σχετική απόφασις ελήφθη κατόπιν μελέτης των αρμοδίων υπηρεσιών και της Κυβερνήσεως, ενώ αι αντιπροσωπείαι των ενδιαφερομένων συνεχίζουν τας επαφάς των με τους υπευθύνους παράγοντας. Κατά τας πληροφορίας, τα μέτρα θα εφαρμοσθούν από της προσεχούς εβδομάδος. xyxy=(1127,963,1285,1121)
main-body-7: Δια τους αμοιβαίους λόγους και τα έργα της υπηρεσίας των οποίων η συνέχισις εκρίθη αναγκαία, ανεκοινώθη χθες ότι η σχετική απόφασις ελήφθη κατόπιν μελέτης των αρμοδίων υπηρεσιών και της Κυβερνήσεως, ενώ αι αντιπροσωπείαι των ενδιαφερομένων συνεχίζουν τας επαφάς των με τους υπευθύνους παράγοντας. Κατά τας πληροφορίας, τα μέτρα θα εφαρμοσθούν από της προσεχούς εβδομάδος. xyxy=(723,544,955,644)
column-rule xyxy=(317,24,318,1920)
col6-split-3 xyxy=(963,1712,1285,2098)
main-mid-body-6: Δια τους αμοιβαίους λόγους και τα έργα της υπηρεσίας των οποίων η συνέχισις εκρίθη αναγκαία, ανεκοινώθη χθες ότι η σχετική απόφασις ελήφθη κατόπιν μελέτης των αρμοδίων υπηρεσιών και της Κυβερνήσεως, ενώ αι αντιπροσωπείαι των ενδιαφερομένων συνεχίζουν τας επαφάς των με τους υπευθύνους παράγοντας. Κατά τας πληροφορίας, τα μέτρα θα εφαρμοσθούν από της προσεχούς εβδομάδος. xyxy=(723,1110,955,1211)
column-6 xyxy=(963,0,1285,2097)
col1-story3-body: Δια τους αμοιβαίους λόγους και τα έργα της υπηρεσίας των οποίων η συνέχισις εκρίθη αναγκαία, ανεκοινώθη χθες ότι η σχετική απόφασις ελήφθη κατόπιν μελέτης των αρμοδίων υπηρεσιών και της Κυβερνήσεως, ενώ αι αντιπροσωπείαι των ενδιαφερομένων συνεχίζουν τας επαφάς των με τους υπευθύνους παράγοντας. Κατά τας πληροφορίας, τα μέτρα θα εφαρμοσθούν από της προσεχούς εβδομάδος. xyxy=(6,1938,313,2015)
col6-s9-headline: ΘΡΗΣΚΕΥΤΙΚΗ ΕΛΕΥΘΕΡΙΑ ΕΙΣ ΑΝ. ΓΕΡΜΑΝΙΑΝ xyxy=(971,1915,1113,1938)
col6-s6-sub-2: ΟΥΔΕΝ ΑΝΘΡΩΠΙΝΟΝ ΘΥΜΑ xyxy=(1029,1502,1219,1518)
col6-left-2 xyxy=(963,806,1121,1380)
col6-s5-headline: Ο ΑΣΤΡΟΥ-Σ ΣΙΜΟΣ ΕΝΟΣ ΚΟΙΝΟΥ ΑΝΘΡΩΠΟΥ xyxy=(973,1197,1110,1220)
main-mid-headline: ΑΝΤΙΠΡΟΣΩΠΕΙΑΙ ΞΕΝΩΝ ΚΥΒΕΡΝΗΣΕΩΝ ΚΑΤΑΦΘΑΝΟΥΝ ΣΥΝΕΧΩΣ ΕΙΣ Ν. ΔΕΛΧΙ xyxy=(499,937,938,985)
col2-headline-9: ΠΕΝΤΕ ΜΑΘΗΤΑΙ ΛΙΘΟΒΟΛΟΥΝ ΑΣΤΥΝΟΜΙΚΟΥΣ xyxy=(341,1788,455,1829)
col6-s7-headline: Νόμος ἀπαιτεῖται πρὸς ἀπόλυσιν τῶν 80 πολιτικῶν κρατουμένων xyxy=(987,1611,1261,1676)
col1-body-14: Δια τους αμοιβαίους λόγους και τα έργα της υπηρεσίας των οποίων η συνέχισις εκρίθη αναγκαία, ανεκοινώθη χθες ότι η σχετική απόφασις ελήφθη κατόπιν μελέτης των αρμοδίων υπηρεσιών και της Κυβερνήσεως, ενώ αι αντιπροσωπείαι των ενδιαφερομένων συνεχίζουν τας επαφάς των με τους υπευθύνους παράγοντας. Κατά τας πληροφορίας, τα μέτρα θα εφαρμοσθούν από της προσεχούς εβδομάδος. xyxy=(6,1280,313,1359)
col5-h5: Ο ΜΑΟΥΝΤΜΠΑΤΤΕΝ ΕΙΣ Ν. ΔΕΛΧΙ xyxy=(810,1889,949,1898)
col5-h13: ΘΕΡΜΟΝ ΤΗΛΕΓΡΑΦΗΜΑ ΤΟΥ ΝΑΣΣΕΡ xyxy=(819,1956,940,1973)
col6-body-2: Δια τους αμοιβαίους λόγους και τα έργα της υπηρεσίας των οποίων η συνέχισις εκρίθη αναγκαία, ανεκοινώθη χθες ότι η σχετική απόφασις ελήφθη κατόπιν μελέτης των αρμοδίων υπηρεσιών και της Κυβερνήσεως, ενώ αι αντιπροσωπείαι των ενδιαφερομένων συνεχίζουν τας επαφάς των με τους υπευθύνους παράγοντας. Κατά τας πληροφορίας, τα μέτρα θα εφαρμοσθούν από της προσεχούς εβδομάδος. xyxy=(1127,345,1285,502)
col6-s7-sub: Αντιπροσωπεία τῆς Ε.Δ.Α. ἔθεσε τὸ θέμα καὶ εἰς τὸν κ. Παπανδρέου xyxy=(964,1676,1284,1704)
col6-s2-sub: ΥΠΕΓΡΑΦΗΣΑΝ ΕΙΣ ΑΓΚΥΡΑΝ xyxy=(1033,769,1215,783)
col1-body-2: Δια τους αμοιβαίους λόγους και τα έργα της υπηρεσίας των οποίων η συνέχισις εκρίθη αναγκαία, ανεκοινώθη χθες ότι η σχετική απόφασις ελήφθη κατόπιν μελέτης των αρμοδίων υπηρεσιών και της Κυβερνήσεως, ενώ αι αντιπροσωπείαι των ενδιαφερομένων συνεχίζουν τας επαφάς των με τους υπευθύνους παράγοντας. Κατά τας πληροφορίας, τα μέτρα θα εφαρμοσθούν από της προσεχούς εβδομάδος. xyxy=(6,334,313,412)
page-number-badge: Σελὶς 5 xyxy=(1055,5,1193,34)
main-body-1: Δια τους αμοιβαίους λόγους και τα έργα της υπηρεσίας των οποίων η συνέχισις εκρίθη αναγκαία, ανεκοινώθη χθες ότι η σχετική απόφασις ελήφθη κατόπιν μελέτης των αρμοδίων υπηρεσιών και της Κυβερνήσεως, ενώ αι αντιπροσωπείαι των ενδιαφερομένων συνεχίζουν τας επαφάς των με τους υπευθύνους παράγοντας. Κατά τας πληροφορίας, τα μέτρα θα εφαρμοσθούν από της προσεχούς εβδομάδος. xyxy=(483,506,715,606)
col2-body-4: Δια τους αμοιβαίους λόγους και τα έργα της υπηρεσίας των οποίων η συνέχισις εκρίθη αναγκαία, ανεκοινώθη χθες ότι η σχετική απόφασις ελήφθη κατόπιν μελέτης των αρμοδίων υπηρεσιών και της Κυβερνήσεως, ενώ αι αντιπροσωπείαι των ενδιαφερομένων συνεχίζουν τας επαφάς των με τους υπευθύνους παράγοντας. Κατά τας πληροφορίας, τα μέτρα θα εφαρμοσθούν από της προσεχούς εβδομάδος. xyxy=(321,974,474,1131)
col5-h1: ΔΩΔΕΚΑ ΗΜΕΡΩΝ ΠΕΝΘΟΣ xyxy=(825,1856,934,1864)
main-story xyxy=(483,0,955,1935)
col2-headline-1: ΑΠΕΛΥΘΗΣΑΝ ΕΚΑΤΟΝ ΕΡΓΑΤΟΤΕΧΝΙΤΑΙ ΤΗΣ ΥΠΗΡΕΣΙΑΣ ΣΥΝΤΗΡΗΣΕΩΣ ΟΔΩΝ xyxy=(324,6,471,72)
col6-s8-body: Δια τους αμοιβαίους λόγους και τα έργα της υπηρεσίας των οποίων η συνέχισις εκρίθη αναγκαία, ανεκοινώθη χθες ότι η σχετική απόφασις ελήφθη κατόπιν μελέτης των αρμοδίων υπηρεσιών και της Κυβερνήσεως, ενώ αι αντιπροσωπείαι των ενδιαφερομένων συνεχίζουν τας επαφάς των με τους υπευθύνους παράγοντας. Κατά τας πληροφορίας, τα μέτρα θα εφαρμοσθούν από της προσεχούς εβδομάδος. xyxy=(963,1756,1121,1912)
main-body-2: Δια τους αμοιβαίους λόγους και τα έργα της υπηρεσίας των οποίων η συνέχισις εκρίθη αναγκαία, ανεκοινώθη χθες ότι η σχετική απόφασις ελήφθη κατόπιν μελέτης των αρμοδίων υπηρεσιών και της Κυβερνήσεως, ενώ αι αντιπροσωπείαι των ενδιαφερομένων συνεχίζουν τας επαφάς των με τους υπευθύνους παράγοντας. Κατά τας πληροφορίας, τα μέτρα θα εφαρμοσθούν από της προσεχούς εβδομάδος. xyxy=(483,607,715,708)
col1-body-13: Δια τους αμοιβαίους λόγους και τα έργα της υπηρεσίας των οποίων η συνέχισις εκρίθη αναγκαία, ανεκοινώθη χθες ότι η σχετική απόφασις ελήφθη κατόπιν μελέτης των αρμοδίων υπηρεσιών και της Κυβερνήσεως, ενώ αι αντιπροσωπείαι των ενδιαφερομένων συνεχίζουν τας επαφάς των με τους υπευθύνους παράγοντας. Κατά τας πληροφορίας, τα μέτρα θα εφαρμοσθούν από της προσεχούς εβδομάδος. xyxy=(6,1201,313,1280)
main-mid-body-3: Δια τους αμοιβαίους λόγους και τα έργα της υπηρεσίας των οποίων η συνέχισις εκρίθη αναγκαία, ανεκοινώθη χθες ότι η σχετική απόφασις ελήφθη κατόπιν μελέτης των αρμοδίων υπηρεσιών και της Κυβερνήσεως, ενώ αι αντιπροσωπείαι των ενδιαφερομένων συνεχίζουν τας επαφάς των με τους υπευθύνους παράγοντας. Κατά τας πληροφορίας, τα μέτρα θα εφαρμοσθούν από της προσεχούς εβδομάδος. xyxy=(483,1212,715,1313)
col6-headline: ΧΡΗΜΑΤΙΣΤΗΡΙΟΝ ΑΞΙΩΝ ΠΡΟΚΕΙΤΑΙ ΝΑ ΙΔΡΥΘΗ ΚΑΙ ΕΙΣ ΘΕΣΣΑΛΟΝΙΚΗΝ xyxy=(981,51,1267,126)
main-mid-body-2: Δια τους αμοιβαίους λόγους και τα έργα της υπηρεσίας των οποίων η συνέχισις εκρίθη αναγκαία, ανεκοινώθη χθες ότι η σχετική απόφασις ελήφθη κατόπιν μελέτης των αρμοδίων υπηρεσιών και της Κυβερνήσεως, ενώ αι αντιπροσωπείαι των ενδιαφερομένων συνεχίζουν τας επαφάς των με τους υπευθύνους παράγοντας. Κατά τας πληροφορίας, τα μέτρα θα εφαρμοσθούν από της προσεχούς εβδομάδος. xyxy=(483,1095,715,1195)
col6-subheadline: ΕΠΙΤΡΟΠΗ ΧΡΗΜΑΤΟΜΕΣΙΤΩΝ ΕΝΗΜΕΡΩΣΕ ΤΟΝ κ. ΣΤΕΦΑΝΟΠΟΥΛΟΝ.— ΘΑ ΣΥΝΕΡΓΑΣΘΗ ΜΕ ΤΟΥΣ ΑΡΜΟΔΙΟΥΣ ΥΠΟΥΡΓΟΥΣ.— ΝΕΟΝ ΝΟΜΟΣΧΕΔΙΟΝ.— xyxy=(971,134,1276,169)
col6-s6-headline: Τεραστία πυρκα-ι-ὰ κατέστρεψε τριακοσίας οἰκοδομὰς εἰς μικρὰν ἰαπωνικὴν πόλιν xyxy=(1001,1406,1247,1486)
col1-body-5: Δια τους αμοιβαίους λόγους και τα έργα της υπηρεσίας των οποίων η συνέχισις εκρίθη αναγκαία, ανεκοινώθη χθες ότι η σχετική απόφασις ελήφθη κατόπιν μελέτης των αρμοδίων υπηρεσιών και της Κυβερνήσεως, ενώ αι αντιπροσωπείαι των ενδιαφερομένων συνεχίζουν τας επαφάς των με τους υπευθύνους παράγοντας. Κατά τας πληροφορίας, τα μέτρα θα εφαρμοσθούν από της προσεχούς εβδομάδος. xyxy=(6,570,313,649)
col6-s6-kicker: ΕΝΙΣΧΥΟΜΕΝΗ ΥΠΟ ΤΟΥ ΑΝΕΜΟΥ xyxy=(1009,1389,1239,1405)
col5-h4: ΠΕΝΘΟΣ ΕΙΣ ΚΑΡΑΤΣΙ xyxy=(836,1881,923,1889)
main-bottom-body-1: Δια τους αμοιβαίους λόγους και τα έργα της υπηρεσίας των οποίων η συνέχισις εκρίθη αναγκαία, ανεκοινώθη χθες ότι η σχετική απόφασις ελήφθη κατόπιν μελέτης των αρμοδίων υπηρεσιών και της Κυβερνήσεως, ενώ αι αντιπροσωπείαι των ενδιαφερομένων συνεχίζουν τας επαφάς των με τους υπευθύνους παράγοντας. Κατά τας πληροφορίας, τα μέτρα θα εφαρμοσθούν από της προσεχούς εβδομάδος. xyxy=(483,1496,715,1597)
col6-s4-headline: ΗΥΞΗΣΗ Η ΠΑΡΑΓΩΓΗ ΧΡΥΣΟΥ ΚΑΙ ΑΡΓΥΡΟΥ ΕΙΣ ΗΝ. ΠΟΛΙΤΕΙΑΣ xyxy=(971,1003,1112,1035)
col1-story2-headline: ΖΗΤΕΙΤΑΙ Η ΔΙΕΞΑΓΩΓΗ ΕΡΕΥΝΗΣ ΕΙΣ ΗΝΩΜ. ΠΟΛΙΤΕΙΑΣ ΔΙΑ ΤΟΥΣ ΔΥΟ ΑΜΕΡΙΚΑΝΟΥΣ ΕΠΙΣΤΗΜΟΝΑΣ ΤΟΥΣ ΕΡΓΑΖΟΜΕΝΟΥΣ ΔΙΑ ΛΟΓΑΡΙΑΣΜΟΝ ΤΗΣ Η.Α.Δ. xyxy=(19,1605,301,1680)
col2-headline-11: ΘΑ ΧΡΗΜΑΤΟΔΟΤΟΥΝΤΑΙ ΑΙ ΕΞΑΓΩΓΑΙ ΤΟΥΡΚΙΚΩΝ ΚΑΠΝΩΝ xyxy=(324,2204,472,2257)
main-sub-3: Η ΑΝΩΤΑΤΗ ΔΙΑΚΡΙΣΙΣ xyxy=(783,530,895,541)
col2-body-7: Δια τους αμοιβαίους λόγους και τα έργα της υπηρεσίας των οποίων η συνέχισις εκρίθη αναγκαία, ανεκοινώθη χθες ότι η σχετική απόφασις ελήφθη κατόπιν μελέτης των αρμοδίων υπηρεσιών και της Κυβερνήσεως, ενώ αι αντιπροσωπείαι των ενδιαφερομένων συνεχίζουν τας επαφάς των με τους υπευθύνους παράγοντας. Κατά τας πληροφορίας, τα μέτρα θα εφαρμοσθούν από της προσεχούς εβδομάδος. xyxy=(321,1623,474,1781)
